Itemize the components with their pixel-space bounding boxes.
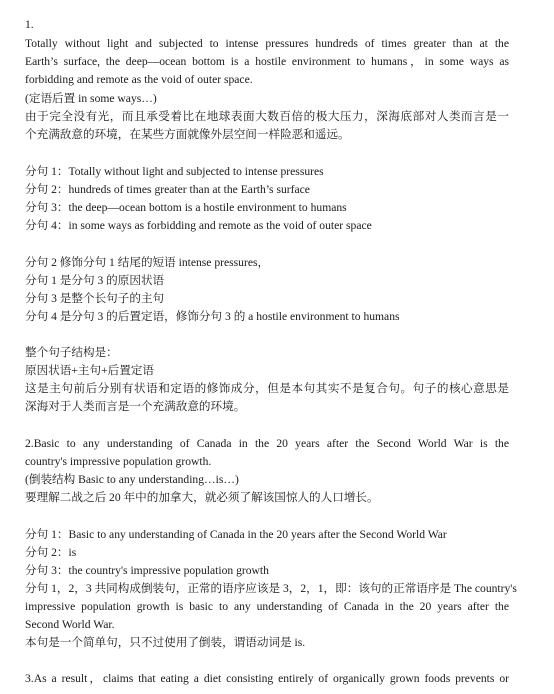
analysis-1-2: 分句 1 是分句 3 的原因状语 <box>25 274 165 287</box>
summary-1-line-1: 这是主句前后分别有状语和定语的修饰成分，但是本句其实不是复合句。句子的核心意思是 <box>25 382 509 395</box>
grammar-note-2: (倒装结构 Basic to any understanding…is…) <box>25 473 239 486</box>
sentence-2-line-1: 2.Basic to any understanding of Canada in the 20 years after the Second World War is the <box>25 437 509 450</box>
clause-1-3: 分句 3：the deep—ocean bottom is a hostile environment to humans <box>25 201 347 214</box>
analysis-1-4: 分句 4 是分句 3 的后置定语，修饰分句 3 的 a hostile environment to humans <box>25 310 400 323</box>
translation-1-line-1: 由于完全没有光，而且承受着比在地球表面大数百倍的极大压力，深海底部对人类而言是一 <box>25 110 509 123</box>
analysis-1-1: 分句 2 修饰分句 1 结尾的短语 intense pressures， <box>25 256 270 269</box>
clause-1-4: 分句 4：in some ways as forbidding and remote as the void of outer space <box>25 219 372 232</box>
sentence-1-line-1: Totally without light and subjected to intense pressures hundreds of times greater than at the <box>25 37 509 50</box>
clause-2-2: 分句 2：is <box>25 546 77 559</box>
clause-1-1: 分句 1：Totally without light and subjected to intense pressures <box>25 165 324 178</box>
analysis-2-line-3: Second World War. <box>25 618 115 631</box>
analysis-1-3: 分句 3 是整个长句子的主句 <box>25 292 165 305</box>
clause-1-2: 分句 2：hundreds of times greater than at the Earth’s surface <box>25 183 310 196</box>
structure-formula-1: 原因状语+主句+后置定语 <box>25 364 155 377</box>
sentence-2-line-2: country's impressive population growth. <box>25 455 212 468</box>
sentence-1-line-3: forbidding and remote as the void of outer space. <box>25 73 253 86</box>
analysis-2-line-1: 分句 1，2，3 共同构成倒装句，正常的语序应该是 3，2，1，即：该句的正常语序是 The country's <box>25 582 517 595</box>
structure-heading-1: 整个句子结构是： <box>25 346 118 359</box>
sentence-3-line-1: 3.As a result，claims that eating a diet consisting entirely of organically grown foods prevents or <box>25 672 509 685</box>
analysis-2-line-2: impressive population growth is basic to any understanding of Canada in the 20 years after the <box>25 600 509 613</box>
sentence-1-line-2: Earth’s surface, the deep—ocean bottom is a hostile environment to humans，in some ways as <box>25 55 509 68</box>
translation-2: 要理解二战之后 20 年中的加拿大，就必须了解该国惊人的人口增长。 <box>25 491 379 504</box>
grammar-note-1: (定语后置 in some ways…) <box>25 92 157 105</box>
summary-1-line-2: 深海对于人类而言是一个充满敌意的环境。 <box>25 400 246 413</box>
analysis-2-line-4: 本句是一个简单句，只不过使用了倒装，谓语动词是 is. <box>25 636 306 649</box>
clause-2-3: 分句 3：the country's impressive population growth <box>25 564 269 577</box>
item-number-1: 1. <box>25 18 34 31</box>
clause-2-1: 分句 1：Basic to any understanding of Canada in the 20 years after the Second World War <box>25 528 447 541</box>
translation-1-line-2: 个充满敌意的环境，在某些方面就像外层空间一样险恶和遥远。 <box>25 128 350 141</box>
